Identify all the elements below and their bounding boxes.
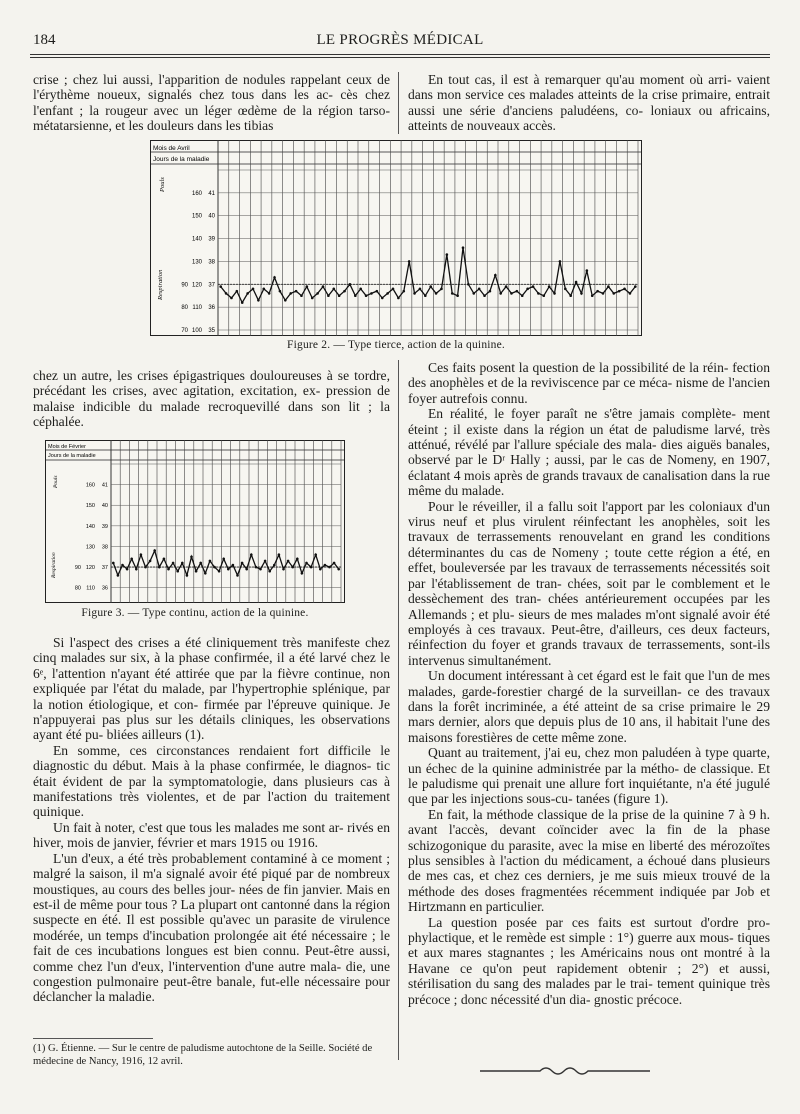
temperature-point	[262, 288, 265, 291]
column-left-top	[33, 72, 390, 134]
temperature-point	[163, 558, 166, 561]
respiration-tick-label: 90	[181, 282, 188, 289]
temperature-point	[181, 562, 184, 565]
temperature-point	[328, 566, 331, 569]
temperature-point	[510, 292, 513, 295]
running-title: LE PROGRÈS MÉDICAL	[316, 32, 484, 48]
temperature-point	[300, 294, 303, 297]
temperature-point	[322, 285, 325, 288]
temperature-point	[586, 269, 589, 272]
temperature-point	[462, 246, 465, 249]
temperature-tick-label: 38	[208, 259, 215, 266]
temperature-point	[569, 294, 572, 297]
temperature-point	[289, 292, 292, 295]
temperature-point	[273, 564, 276, 567]
temperature-point	[279, 290, 282, 293]
temperature-point	[291, 566, 294, 569]
temperature-point	[429, 285, 432, 288]
temperature-point	[218, 570, 221, 573]
temperature-point	[386, 292, 389, 295]
temperature-point	[419, 288, 422, 291]
temperature-tick-label: 40	[208, 213, 215, 220]
temperature-point	[316, 292, 319, 295]
temperature-point	[532, 285, 535, 288]
temperature-point	[112, 562, 115, 565]
temperature-point	[343, 290, 346, 293]
paragraph: En somme, ces circonstances rendaient fort difficile le diagnostic du début. Mais à la phase confirmée, le diagnos- tic était évident de par la symptomatologie, dans plusieurs cas à manifestations très violentes, et de par l'action du traitement quinique.	[33, 742, 390, 820]
temperature-point	[354, 294, 357, 297]
temperature-point	[306, 285, 309, 288]
temperature-point	[241, 562, 244, 565]
temperature-point	[338, 294, 341, 297]
temperature-point	[199, 562, 202, 565]
temperature-point	[370, 292, 373, 295]
temperature-tick-label: 36	[208, 305, 215, 312]
temperature-point	[548, 285, 551, 288]
temperature-point	[402, 290, 405, 293]
temperature-tick-label: 41	[101, 482, 108, 489]
temperature-point	[596, 290, 599, 293]
temperature-point	[186, 574, 189, 577]
temperature-point	[278, 553, 281, 556]
footnote: (1) G. Étienne. — Sur le centre de paludisme autochtone de la Seille. Société de médecine de Nancy, 1916, 12 avril.	[33, 1043, 373, 1067]
temperature-point	[319, 568, 322, 571]
temperature-tick-label: 39	[208, 236, 215, 243]
temperature-point	[219, 285, 222, 288]
paragraph: Un fait à noter, c'est que tous les malades me sont ar- rivés en hiver, mois de janvier, février et mars 1915 ou 1916.	[33, 819, 390, 851]
column-right-bottom	[408, 360, 770, 1007]
figure-3-chart	[45, 440, 345, 603]
pulse-tick-label: 120	[191, 282, 202, 289]
temperature-point	[246, 292, 249, 295]
paragraph: Un document intéressant à cet égard est le fait que l'un de mes malades, garde-forestier chargé de la surveillan- ce des travaux dans la forêt incriminée, a été atteint de sa crise primaire le 29 mars dernier, alors que depuis plus de 10 ans, il habitait l'une des maisons forestières de cette même zone.	[408, 668, 770, 745]
figure-2-chart	[150, 140, 642, 336]
temperature-point	[121, 564, 124, 567]
temperature-point	[505, 285, 508, 288]
temperature-point	[295, 290, 298, 293]
fig2-row-label-days: Jours de la maladie	[153, 156, 210, 163]
temperature-point	[424, 294, 427, 297]
fig2-axis-label-pulse: Pouls	[159, 177, 166, 192]
temperature-point	[268, 570, 271, 573]
column-left-bottom	[33, 635, 390, 1005]
temperature-point	[296, 558, 299, 561]
temperature-point	[333, 562, 336, 565]
temperature-point	[257, 299, 260, 302]
pulse-tick-label: 160	[191, 190, 202, 197]
pulse-tick-label: 130	[191, 259, 202, 266]
temperature-point	[446, 253, 449, 256]
pulse-tick-label: 110	[86, 585, 95, 592]
temperature-point	[623, 288, 626, 291]
temperature-point	[365, 294, 368, 297]
temperature-tick-label: 41	[208, 190, 215, 197]
pulse-tick-label: 160	[85, 482, 95, 489]
fig2-row-label-month: Mois de Avril	[153, 145, 190, 152]
temperature-point	[542, 294, 545, 297]
temperature-point	[176, 570, 179, 573]
temperature-point	[236, 290, 239, 293]
temperature-point	[172, 562, 175, 565]
temperature-point	[564, 288, 567, 291]
temperature-point	[245, 568, 248, 571]
paragraph: Ces faits posent la question de la possibilité de la réin- fection des anophèles et de la reviviscence par ce méca- nisme de l'ancien foyer autrefois connu.	[408, 360, 770, 406]
temperature-point	[349, 283, 352, 286]
pulse-tick-label: 110	[192, 305, 202, 312]
temperature-point	[222, 558, 225, 561]
temperature-point	[230, 297, 233, 300]
temperature-point	[213, 566, 216, 569]
temperature-point	[629, 292, 632, 295]
temperature-point	[287, 560, 290, 563]
paragraph: En réalité, le foyer paraît ne s'être jamais complète- ment éteint ; il existe dans la région un état de paludisme larvé, très atténué, révélé par l'allure spéciale des mala- dies aiguës banales, observé par le Dʳ Hally ; aussi, par le cas de Nomeny, en 1907, éclatant 4 mois après de grands travaux de canalisation dans la rue même du malade.	[408, 406, 770, 499]
temperature-point	[472, 292, 475, 295]
respiration-tick-label: 90	[74, 565, 81, 572]
temperature-point	[483, 294, 486, 297]
temperature-point	[413, 292, 416, 295]
temperature-point	[227, 568, 230, 571]
fig3-axis-label-respiration: Respiration	[51, 552, 57, 578]
temperature-point	[264, 560, 267, 563]
temperature-point	[332, 288, 335, 291]
temperature-point	[559, 260, 562, 263]
pulse-tick-label: 130	[85, 544, 95, 551]
temperature-point	[359, 288, 362, 291]
fig3-row-label-month: Mois de Février	[48, 444, 86, 450]
paragraph: chez un autre, les crises épigastriques douloureuses à se tordre, précédant les crises, avec agitation, excitation, ex- pression de malaise indicible du malade recroquevillé dans son lit ; la céphalée.	[33, 368, 390, 430]
fig3-axis-label-pulse: Pouls	[53, 475, 59, 488]
temperature-point	[255, 566, 258, 569]
temperature-point	[236, 574, 239, 577]
temperature-point	[117, 574, 120, 577]
pulse-tick-label: 140	[191, 236, 202, 243]
temperature-point	[607, 285, 610, 288]
temperature-point	[241, 301, 244, 304]
column-rule	[398, 72, 399, 134]
temperature-point	[153, 549, 156, 552]
temperature-point	[311, 297, 314, 300]
paragraph: Pour le réveiller, il a fallu soit l'apport par les coloniaux d'un virus neuf et plus virulent réinfectant les anophèles, soit les travaux de terrassements renouvelant en grand les conditions déterminantes du cas de Nomeny ; toute cette région a été, en effet, bouleversée par les travaux de terrassements nécessités soit par l'établissement de tran- chées, soit par le comblement et le dessèchement des tran- chées antérieurement occupées par les Allemands ; et plu- sieurs de mes malades m'ont signalé avoir été employés à ces travaux. Peut-être, d'ailleurs, ces deux facteurs, réinfection du foyer et grands travaux de terrassements, sont-ils intervenus simultanément.	[408, 498, 770, 668]
temperature-point	[305, 562, 308, 565]
fig3-row-label-days: Jours de la maladie	[48, 453, 96, 459]
temperature-point	[521, 294, 524, 297]
pulse-tick-label: 100	[191, 328, 202, 334]
temperature-point	[602, 292, 605, 295]
temperature-point	[618, 290, 621, 293]
page-number: 184	[33, 32, 56, 48]
temperature-point	[580, 292, 583, 295]
temperature-point	[126, 568, 129, 571]
temperature-point	[250, 553, 253, 556]
temperature-point	[451, 292, 454, 295]
respiration-tick-label: 70	[181, 328, 188, 334]
temperature-point	[553, 292, 556, 295]
temperature-point	[467, 283, 470, 286]
temperature-point	[575, 281, 578, 284]
temperature-point	[310, 566, 313, 569]
header-rule	[30, 54, 770, 55]
pulse-tick-label: 120	[85, 565, 95, 572]
pulse-tick-label: 150	[85, 503, 95, 510]
temperature-tick-label: 37	[208, 282, 215, 289]
temperature-point	[140, 553, 143, 556]
temperature-point	[435, 292, 438, 295]
temperature-point	[158, 566, 161, 569]
temperature-point	[252, 288, 255, 291]
temperature-point	[130, 558, 133, 561]
paragraph: crise ; chez lui aussi, l'apparition de nodules rappelant ceux de l'érythème noueux, signalés chez tous dans les ac- cès chez l'enfant ; la rougeur avec un léger œdème de la région tarso-métatarsienne, et les douleurs dans les tibias	[33, 72, 390, 134]
temperature-point	[204, 572, 207, 575]
temperature-point	[324, 564, 327, 567]
temperature-point	[135, 568, 138, 571]
temperature-point	[440, 288, 443, 291]
temperature-tick-label: 36	[101, 585, 108, 592]
temperature-point	[337, 568, 340, 571]
temperature-point	[591, 294, 594, 297]
temperature-point	[232, 564, 235, 567]
temperature-point	[381, 297, 384, 300]
temperature-tick-label: 38	[101, 544, 108, 551]
temperature-point	[144, 566, 147, 569]
temperature-point	[225, 292, 228, 295]
respiration-tick-label: 80	[181, 305, 188, 312]
temperature-point	[612, 292, 615, 295]
paragraph: La question posée par ces faits est surtout d'ordre pro- phylactique, et le remède est simple : 1°) guerre aux mous- tiques et aux mares stagnantes ; les Américains nous ont montré à la Havane ce qu'on peut rapidement obtenir ; 2°) et aussi, stérilisation du sang des malades par le trai- tement quinique très précoce ; donc nécessité d'un dia- gnostic précoce.	[408, 914, 770, 1007]
temperature-point	[397, 297, 400, 300]
paragraph: En fait, la méthode classique de la prise de la quinine 7 à 9 h. avant l'accès, devant coïncider avec la fin de la phase schizogonique du parasite, avec la mise en liberté des mérozoïtes plus sensibles à l'action du médicament, a échoué dans plusieurs de mes cas, et chez ces derniers, je me suis mieux trouvé de la méthode des doses fragmentées récemment indiquée par Job et Hirtzmann en particulier.	[408, 806, 770, 915]
temperature-point	[282, 568, 285, 571]
column-rule	[398, 360, 399, 1060]
paragraph: En tout cas, il est à remarquer qu'au moment où arri- vaient dans mon service ces malades atteints de la crise primaire, entrait aussi une série d'anciens paludéens, co- loniaux ou africains, atteints de nouveaux accès.	[408, 72, 770, 134]
temperature-point	[408, 260, 411, 263]
temperature-point	[494, 274, 497, 277]
paragraph: L'un d'eux, a été très probablement contaminé à ce moment ; malgré la saison, il m'a signalé avoir été piqué par de nombreux moustiques, au cours des belles jour- nées de fin janvier. Mais en est-il de même pour tous ? La plupart ont cantonné dans la région suspecte en été. Il est possible qu'avec un parasite de virulence modérée, un temps d'incubation prolongée ait été nécessaire ; le fait de ces incubations longues est bien connu. Peut-être aussi, comme chez l'un d'eux, l'intervention d'une autre mala- die, une congestion pulmonaire peut-être banale, fut-elle nécessaire pour déclancher la maladie.	[33, 850, 390, 1005]
temperature-point	[634, 285, 637, 288]
temperature-point	[478, 288, 481, 291]
temperature-point	[259, 568, 262, 571]
paragraph: Quant au traitement, j'ai eu, chez mon paludéen à type quarte, un échec de la quinine administrée par la métho- de classique. Et le paludisme qui prenait une allure fort inquiétante, n'a été jugulé que par les injections sous-cu- tanées (figure 1).	[408, 745, 770, 807]
fig2-axis-label-respiration: Respiration	[157, 269, 164, 300]
figure-3-caption: Figure 3. — Type continu, action de la quinine.	[81, 607, 309, 619]
temperature-point	[273, 276, 276, 279]
column-right-top	[408, 72, 770, 134]
temperature-tick-label: 39	[101, 523, 108, 530]
temperature-point	[516, 290, 519, 293]
temperature-point	[526, 288, 529, 291]
figure-2-caption: Figure 2. — Type tierce, action de la quinine.	[287, 339, 505, 351]
header-rule-double	[30, 57, 770, 58]
temperature-point	[190, 555, 193, 558]
temperature-point	[537, 292, 540, 295]
temperature-point	[392, 288, 395, 291]
pulse-tick-label: 140	[85, 523, 95, 530]
temperature-point	[284, 299, 287, 302]
pulse-tick-label: 150	[191, 213, 202, 220]
temperature-point	[456, 294, 459, 297]
temperature-point	[167, 568, 170, 571]
temperature-point	[376, 290, 379, 293]
end-ornament	[480, 1064, 650, 1078]
temperature-point	[268, 292, 271, 295]
temperature-point	[301, 572, 304, 575]
temperature-point	[327, 294, 330, 297]
temperature-point	[209, 560, 212, 563]
paragraph: Si l'aspect des crises a été cliniquement très manifeste chez cinq malades sur six, à la phase confirmée, il a été larvé chez le 6ᵉ, l'attention n'ayant été attirée que par la fièvre continue, non expliquée par l'état du malade, par l'hypertrophie splénique, par la notion étiologique, et con- firmée par l'épreuve quinique. Je n'appuyerai pas plus sur les détails cliniques, les observations ayant été pu- bliées ailleurs (1).	[33, 635, 390, 743]
temperature-tick-label: 35	[208, 328, 215, 334]
temperature-point	[314, 553, 317, 556]
footnote-rule	[33, 1038, 153, 1039]
temperature-point	[149, 560, 152, 563]
temperature-tick-label: 40	[101, 503, 108, 510]
temperature-point	[499, 292, 502, 295]
temperature-tick-label: 37	[101, 565, 108, 572]
column-left-mid	[33, 368, 390, 430]
temperature-point	[489, 290, 492, 293]
respiration-tick-label: 80	[74, 585, 81, 592]
temperature-point	[195, 570, 198, 573]
